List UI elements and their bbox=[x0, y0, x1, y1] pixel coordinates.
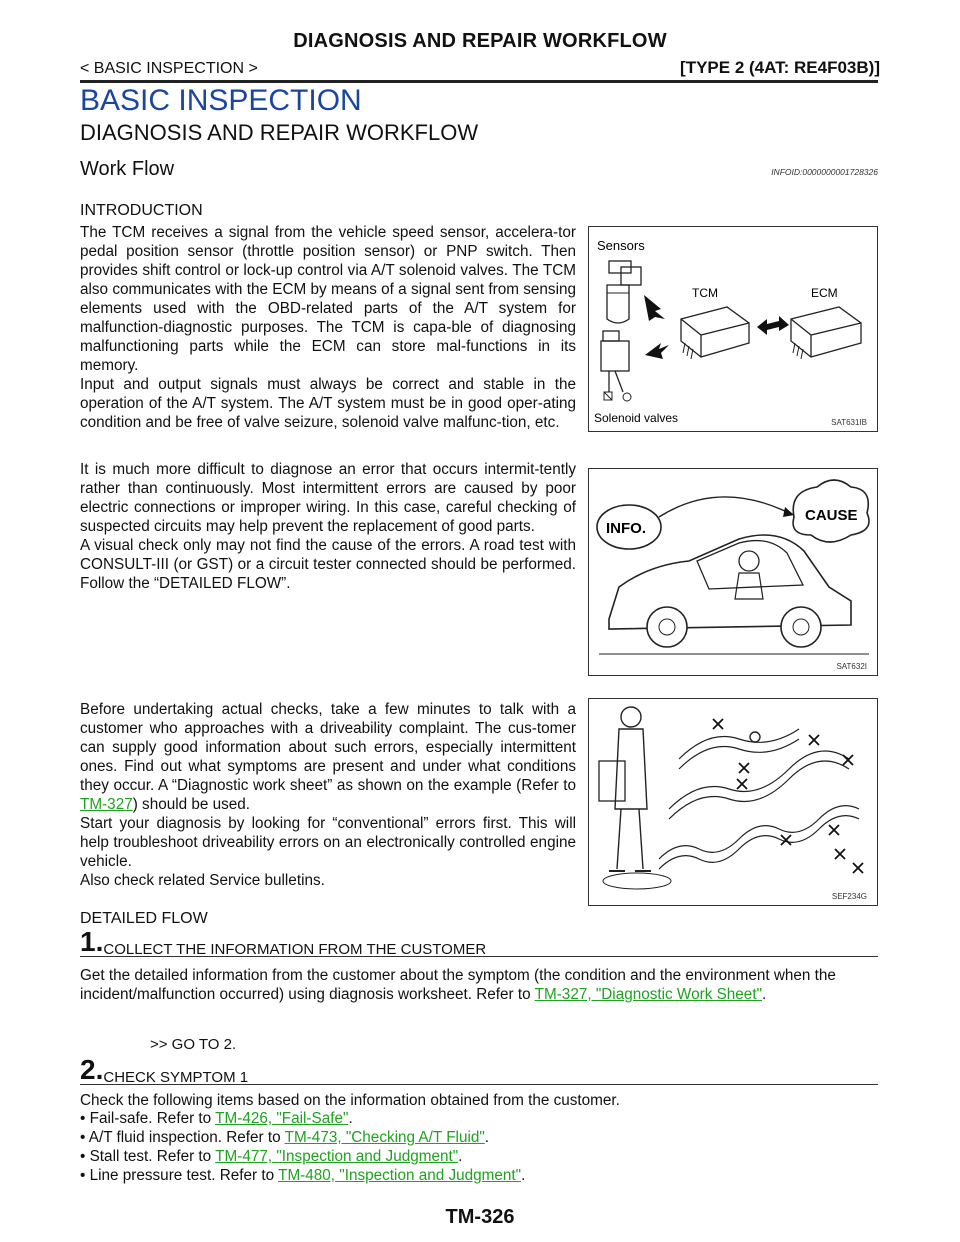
step-1-number: 1. bbox=[80, 926, 104, 957]
sensors-label: Sensors bbox=[597, 238, 645, 253]
bullet-end: . bbox=[458, 1148, 463, 1165]
intro-paragraph-2 bbox=[80, 460, 576, 593]
page-number: TM-326 bbox=[445, 1206, 515, 1228]
intro-paragraph-3 bbox=[80, 700, 576, 890]
section-title: BASIC INSPECTION bbox=[80, 84, 362, 117]
fail-safe-link[interactable]: TM-426, "Fail-Safe" bbox=[215, 1110, 349, 1127]
step-1-body-end: . bbox=[762, 986, 767, 1003]
go-to-step-2: >> GO TO 2. bbox=[150, 1036, 237, 1053]
tcm-label: TCM bbox=[692, 286, 718, 300]
intro-text-3a bbox=[80, 700, 576, 814]
bullet-line-pressure bbox=[80, 1167, 525, 1185]
intro-text-1a: The TCM receives a signal from the vehicle speed sensor, accelera-tor pedal position sensor (throttle position sensor) or PNP switch. Then provides shift control or lock-up control via A/T solenoid valves. The TCM also communicates with the ECM by means of a signal sent from sensing elements used with the OBD-related parts of the A/T system for malfunction-diagnostic purposes. The TCM is capa-ble of diagnosing malfunctioning parts while the ECM can store mal-functions in its memory. bbox=[80, 224, 576, 374]
line-pressure-link[interactable]: TM-480, "Inspection and Judgment" bbox=[278, 1167, 522, 1184]
info-id: INFOID:0000000001728326 bbox=[771, 167, 878, 177]
step-2-title: CHECK SYMPTOM 1 bbox=[103, 1069, 249, 1086]
bullet-text: • Line pressure test. Refer to bbox=[80, 1167, 279, 1184]
intro-text-2a: It is much more difficult to diagnose an error that occurs intermit-tently rather than continuously. Most intermittent errors are caused by poor electric connections or improper wiring. In this case, careful checking of suspected circuits may help prevent the replacement of good parts. bbox=[80, 461, 576, 535]
intro-text-3b: Start your diagnosis by looking for “conventional” errors first. This will help troubleshoot driveability errors on an electronically controlled engine vehicle. bbox=[80, 815, 576, 870]
bullet-text: • Stall test. Refer to bbox=[80, 1148, 216, 1165]
tcm-ecm-diagram bbox=[589, 227, 877, 431]
car-diagnosis-illustration bbox=[589, 469, 877, 675]
bullet-end: . bbox=[484, 1129, 490, 1146]
intro-text-3a-end: ) should be used. bbox=[132, 796, 251, 813]
figure-id: SEF234G bbox=[831, 892, 867, 901]
bullet-end: . bbox=[521, 1167, 526, 1184]
step-2-text: Check the following items based on the information obtained from the customer. bbox=[80, 1092, 620, 1109]
step-1-body: Get the detailed information from the customer about the symptom (the condition and the environment when the incident/malfunction occurred) using diagnosis worksheet. Refer to bbox=[80, 967, 836, 1003]
figure-tcm-ecm bbox=[588, 226, 878, 432]
step-1-text bbox=[80, 966, 878, 1004]
topic-title: Work Flow bbox=[80, 158, 175, 180]
info-bubble-label: INFO. bbox=[606, 520, 646, 537]
transmission-type-label: [TYPE 2 (4AT: RE4F03B)] bbox=[680, 58, 880, 77]
bullet-text: • A/T fluid inspection. Refer to bbox=[80, 1129, 285, 1146]
intro-text-2b: A visual check only may not find the cause of the errors. A road test with CONSULT-III (or GST) or a circuit tester connected should be performed. Follow the “DETAILED FLOW”. bbox=[80, 537, 576, 592]
diagnostic-work-sheet-link[interactable]: TM-327, "Diagnostic Work Sheet" bbox=[534, 986, 762, 1003]
bullet-text: • Fail-safe. Refer to bbox=[80, 1110, 216, 1127]
figure-info-cause bbox=[588, 468, 878, 676]
figure-maze bbox=[588, 698, 878, 906]
bullet-stall-test bbox=[80, 1148, 462, 1166]
bullet-end: . bbox=[348, 1110, 353, 1127]
intro-paragraph-1 bbox=[80, 223, 576, 432]
page-header-title: DIAGNOSIS AND REPAIR WORKFLOW bbox=[293, 30, 667, 52]
intro-text-3a-body: Before undertaking actual checks, take a few minutes to talk with a customer who approaches with a driveability complaint. The cus-tomer can supply good information about such errors, especially intermittent ones. Find out what symptoms are present and under what conditions they occur. A “Diagnostic work sheet” as shown on the example (Refer to bbox=[80, 701, 576, 794]
troubleshooting-maze-illustration bbox=[589, 699, 877, 905]
stall-test-link[interactable]: TM-477, "Inspection and Judgment" bbox=[215, 1148, 459, 1165]
cause-bubble-label: CAUSE bbox=[805, 507, 858, 524]
header-divider bbox=[80, 80, 878, 83]
solenoid-label: Solenoid valves bbox=[594, 411, 679, 425]
intro-text-1b: Input and output signals must always be correct and stable in the operation of the A/T system. The A/T system must be in good oper-ating condition and be free of valve seizure, solenoid valve malfunc-tion, etc. bbox=[80, 376, 576, 431]
figure-id: SAT631IB bbox=[831, 418, 867, 427]
step-2-number: 2. bbox=[80, 1054, 104, 1085]
bullet-fail-safe bbox=[80, 1110, 353, 1128]
figure-id: SAT632I bbox=[836, 662, 867, 671]
introduction-heading: INTRODUCTION bbox=[80, 202, 203, 219]
tm-327-link[interactable]: TM-327 bbox=[80, 796, 133, 813]
checking-at-fluid-link[interactable]: TM-473, "Checking A/T Fluid" bbox=[284, 1129, 485, 1146]
breadcrumb: < BASIC INSPECTION > bbox=[80, 60, 258, 77]
step-2-header bbox=[80, 1054, 878, 1085]
detailed-flow-heading: DETAILED FLOW bbox=[80, 910, 208, 927]
ecm-label: ECM bbox=[811, 286, 838, 300]
step-1-title: COLLECT THE INFORMATION FROM THE CUSTOMER bbox=[103, 941, 487, 958]
intro-text-3c: Also check related Service bulletins. bbox=[80, 872, 325, 889]
step-1-header bbox=[80, 926, 878, 957]
subsection-title: DIAGNOSIS AND REPAIR WORKFLOW bbox=[80, 120, 479, 145]
bullet-fluid-inspection bbox=[80, 1129, 489, 1147]
